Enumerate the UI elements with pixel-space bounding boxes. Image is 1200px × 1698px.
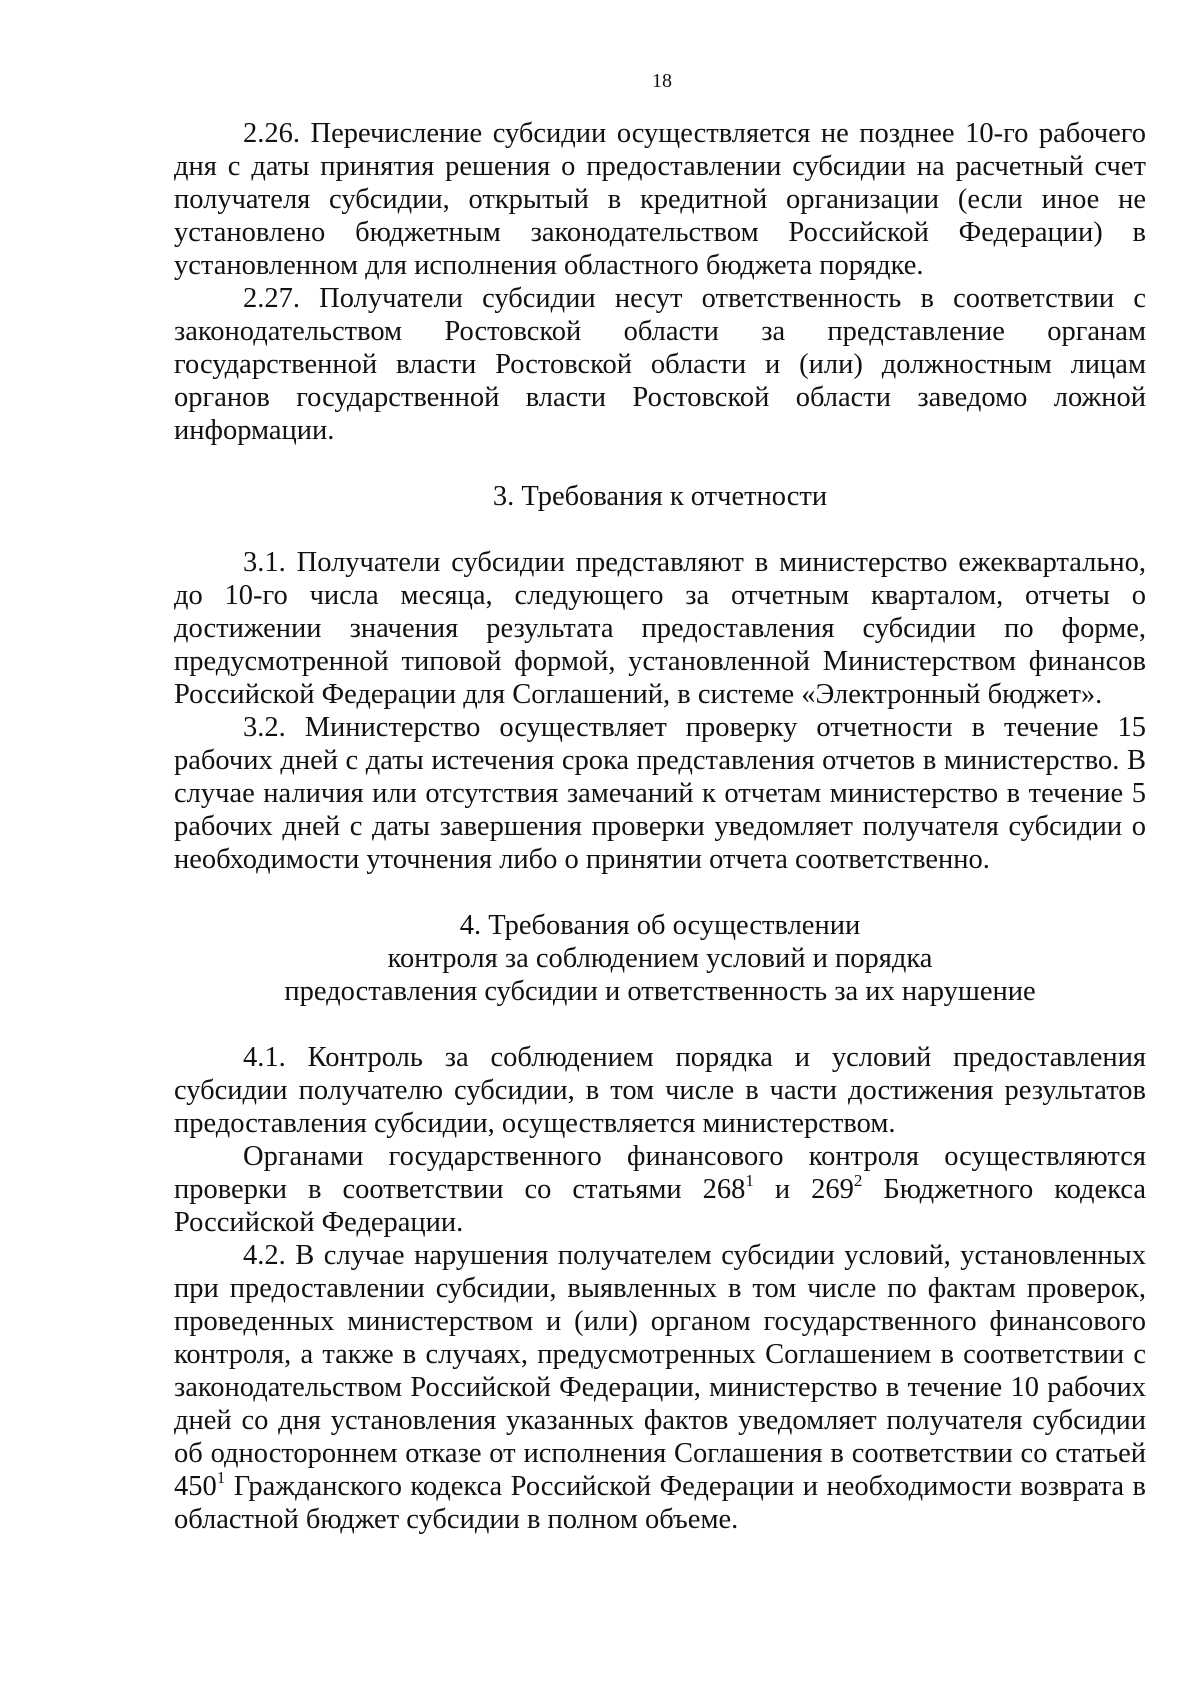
paragraph-4-1-state-control bbox=[174, 1140, 1146, 1239]
text-segment: Органами государственного финансового контроля осуществляются проверки в соответствии со статьями 268 bbox=[174, 1141, 1146, 1205]
superscript: 1 bbox=[216, 1467, 226, 1487]
paragraph-2-27: 2.27. Получатели субсидии несут ответственность в соответствии с законодательством Ростовской области за представление органам государственной власти Ростовской области и (или) должностным лицам органов государственной власти Ростовской области заведомо ложной информации. bbox=[174, 283, 1146, 446]
superscript: 2 bbox=[853, 1170, 863, 1190]
paragraph-4-2 bbox=[174, 1239, 1146, 1536]
paragraph-2-26: 2.26. Перечисление субсидии осуществляется не позднее 10-го рабочего дня с даты принятия решения о предоставлении субсидии на расчетный счет получателя субсидии, открытый в кредитной организации (если иное не установлено бюджетным законодательством Российской Федерации) в установленном для исполнения областного бюджета порядке. bbox=[174, 118, 1146, 281]
section-4-title-line: 4. Требования об осуществлении bbox=[459, 910, 861, 941]
superscript: 1 bbox=[745, 1170, 754, 1190]
section-4-title-line: контроля за соблюдением условий и порядка bbox=[387, 943, 933, 974]
paragraph-4-1: 4.1. Контроль за соблюдением порядка и условий предоставления субсидии получателю субсидии, в том числе в части достижения результатов предоставления субсидии, осуществляется министерством. bbox=[174, 1042, 1146, 1139]
paragraph-3-2: 3.2. Министерство осуществляет проверку отчетности в течение 15 рабочих дней с даты истечения срока представления отчетов в министерство. В случае наличия или отсутствия замечаний к отчетам министерство в течение 5 рабочих дней с даты завершения проверки уведомляет получателя субсидии о необходимости уточнения либо о принятии отчета соответственно. bbox=[174, 712, 1146, 875]
section-4-title bbox=[174, 909, 1146, 1008]
document-body bbox=[174, 117, 1146, 1536]
text-segment: Гражданского кодекса Российской Федерации и необходимости возврата в областной бюджет субсидии в полном объеме. bbox=[174, 1471, 1146, 1535]
paragraph-3-1: 3.1. Получатели субсидии представляют в министерство ежеквартально, до 10-го числа месяца, следующего за отчетным кварталом, отчеты о достижении значения результата предоставления субсидии по форме, предусмотренной типовой формой, установленной Министерством финансов Российской Федерации для Соглашений, в системе «Электронный бюджет». bbox=[174, 547, 1146, 710]
section-3-title: 3. Требования к отчетности bbox=[492, 481, 828, 512]
page-number: 18 bbox=[652, 70, 672, 92]
text-segment: 4.2. В случае нарушения получателем субсидии условий, установленных при предоставлении субсидии, выявленных в том числе по фактам проверок, проведенных министерством и (или) органом государственного финансового контроля, а также в случаях, предусмотренных Соглашением в соответствии с законодательством Российской Федерации, министерство в течение 10 рабочих дней со дня установления указанных фактов уведомляет получателя субсидии об одностороннем отказе от исполнения Соглашения в соответствии со статьей 450 bbox=[174, 1240, 1146, 1502]
text-segment: и 269 bbox=[753, 1174, 854, 1205]
section-4-title-line: предоставления субсидии и ответственность за их нарушение bbox=[284, 976, 1036, 1007]
text-segment: Бюджетного кодекса Российской Федерации. bbox=[174, 1174, 1146, 1238]
